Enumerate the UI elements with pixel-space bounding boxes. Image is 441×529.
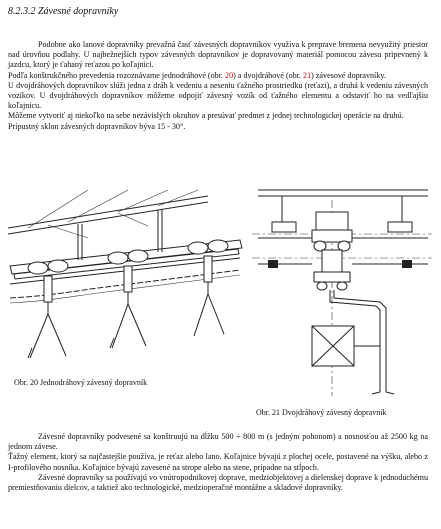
body-text — [8, 432, 428, 493]
figure-ref-20[interactable]: 20 — [225, 70, 234, 80]
figure-20-caption: Obr. 20 Jednodráhový závesný dopravník — [14, 378, 148, 387]
paragraph-length-capacity: Závesné dopravníky podvesené sa konštruujú na dĺžku 500 ÷ 800 m (s jedným pohonom) a nosnosťou až 2500 kg na jednom závese. — [8, 432, 428, 452]
paragraph-double-track: U dvojdráhových dopravníkov slúži jedna z dráh k vedeniu a neseniu ťažného prostriedku (reťazi), a druhá k vedeniu závesných vozíkov. U dvojdráhových dopravníkov môžeme odpojiť závesný vozík od ťažného elementu a odstaviť ho na vedľajšiu koľajnicu. — [8, 80, 428, 111]
intro-text — [8, 40, 428, 132]
figure-20-single-track-conveyor — [8, 188, 248, 368]
figure-21-double-track-conveyor — [252, 186, 434, 402]
figure-21-caption: Obr. 21 Dvojdráhový závesný dopravník — [256, 408, 387, 417]
paragraph-slope: Prípustný sklon závesných dopravníkov býva 15 - 30°. — [8, 121, 186, 131]
paragraph-types: Podľa konštrukčného prevedenia rozoznávame jednodráhové (obr. 20) a dvojdráhové (obr. 21) závesové dopravníky. — [8, 70, 386, 80]
paragraph-traction-element: Ťažný element, ktorý sa najčastejšie používa, je reťaz alebo lano. Koľajnice bývajú z plochej ocele, postavené na výšku, alebo z I-profilového nosníka. Koľajnice bývajú zavesené na strope alebo na stene, prípadne na stĺpoch. — [8, 452, 428, 472]
figure-ref-21[interactable]: 21 — [303, 70, 312, 80]
paragraph-circuits: Môžeme vytvoriť aj niekoľko na sebe nezávislých okruhov a presúvať predmet z jednej technologickej operácie na druhú. — [8, 111, 404, 121]
paragraph-usage: Závesné dopravníky sa používajú vo vnútropodnikovej doprave, medziobjektovej a dielenskej doprave k jednoduchému premiestňovaniu dielcov, a taktiež ako technologické, medzioperačné montážne a skladové dopravníky. — [8, 472, 428, 493]
paragraph-intro: Podobne ako lanové dopravníky prevažná časť závesných dopravníkov využíva k preprave bremena nevyužitý priestor nad úrovňou podlahy. U najbežnejších typov závesných dopravníkov je dopravovaný materiál pomocou závesu pripevnený k jazdcu, ktorý je ťahaný reťazou po koľajnici. — [8, 40, 428, 70]
section-heading: 8.2.3.2 Závesné dopravníky — [8, 6, 119, 17]
